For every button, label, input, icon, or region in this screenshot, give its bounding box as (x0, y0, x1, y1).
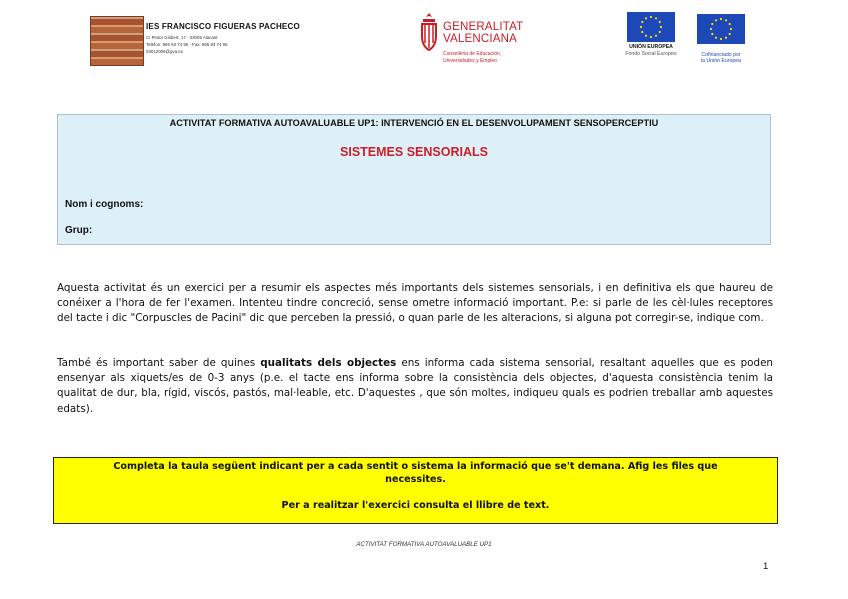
qualities-emphasis: qualitats dels objectes (260, 357, 397, 369)
eu-caption-2b: la Unión Europea (700, 58, 742, 64)
eu-caption-2a: Cofinanciado por (701, 52, 741, 58)
generalitat-title-1: GENERALITAT (443, 21, 524, 33)
instructions-line-3: Per a realitzar l'exercici consulta el llibre de text. (281, 500, 550, 511)
generalitat-sub-1: Conselleria de Educación, (443, 51, 502, 57)
school-email-line: 03012006@gva.es (146, 49, 183, 54)
page-number: 1 (763, 561, 769, 572)
eu-flag-icon (697, 14, 745, 44)
activity-heading: ACTIVITAT FORMATIVA AUTOAVALUABLE UP1: INTERVENCIÓ EN EL DESENVOLUPAMENT SENSOPERCEPTIU (169, 118, 659, 128)
qualities-text-end: ens informa cada sistema sensorial, resaltant aquelles que es poden ensenyar als xiquets/es de 0-3 anys (p.e. el tacte ens informa sobre la consistència dels objectes, d'aquesta consistència tenim la qualitat de dur, bla, rígid, viscós, pastós, mal·leable, etc. D'aquestes , que són moltes, indiqueu quals es podrien treballar amb aquestes edats). (57, 357, 773, 415)
generalitat-sub-2: Universidades y Empleo (443, 58, 497, 64)
school-address-line: C/ Pintor Gisbert, 17 · 03005 Alacant (146, 35, 218, 40)
group-field-label: Grup: (65, 225, 93, 236)
intro-paragraph: Aquesta activitat és un exercici per a resumir els aspectes més importants dels sistemes sensorials, i en definitiva els que haureu de conéixer a l'hora de fer l'examen. Intenteu tindre concreció, sense ometre informació important. P.e: si parle de les cèl·lules receptores del tacte i dic "Corpuscles de Pacini" dic que perceben la pressió, o quan parle de les alteracions, si alguna pot corregir-se, indique com. (57, 282, 773, 325)
instructions-line-2: necessites. (385, 474, 446, 485)
title-box (57, 114, 771, 245)
document-title: SISTEMES SENSORIALS (340, 145, 488, 159)
qualities-text-start: També és important saber de quines (57, 357, 261, 369)
generalitat-logo-icon (418, 12, 440, 52)
eu-caption-1b: Fondo Social Europeo (625, 51, 677, 57)
name-field-label: Nom i cognoms: (65, 199, 144, 210)
eu-flag-icon (627, 12, 675, 42)
school-phone-line: Telèfon: 965 93 74 95 · Fax: 965 93 74 96 (146, 42, 228, 47)
instructions-line-1: Completa la taula següent indicant per a cada sentit o sistema la informació que se't demana. Afig les files que (113, 461, 718, 472)
school-logo (90, 16, 144, 66)
generalitat-title-2: VALENCIANA (443, 33, 518, 45)
page-footer: ACTIVITAT FORMATIVA AUTOAVALUABLE UP1 (356, 541, 492, 548)
eu-caption-1a: UNIÓN EUROPEA (629, 44, 673, 50)
school-name: IES FRANCISCO FIGUERAS PACHECO (146, 22, 300, 31)
qualities-paragraph (57, 356, 773, 417)
